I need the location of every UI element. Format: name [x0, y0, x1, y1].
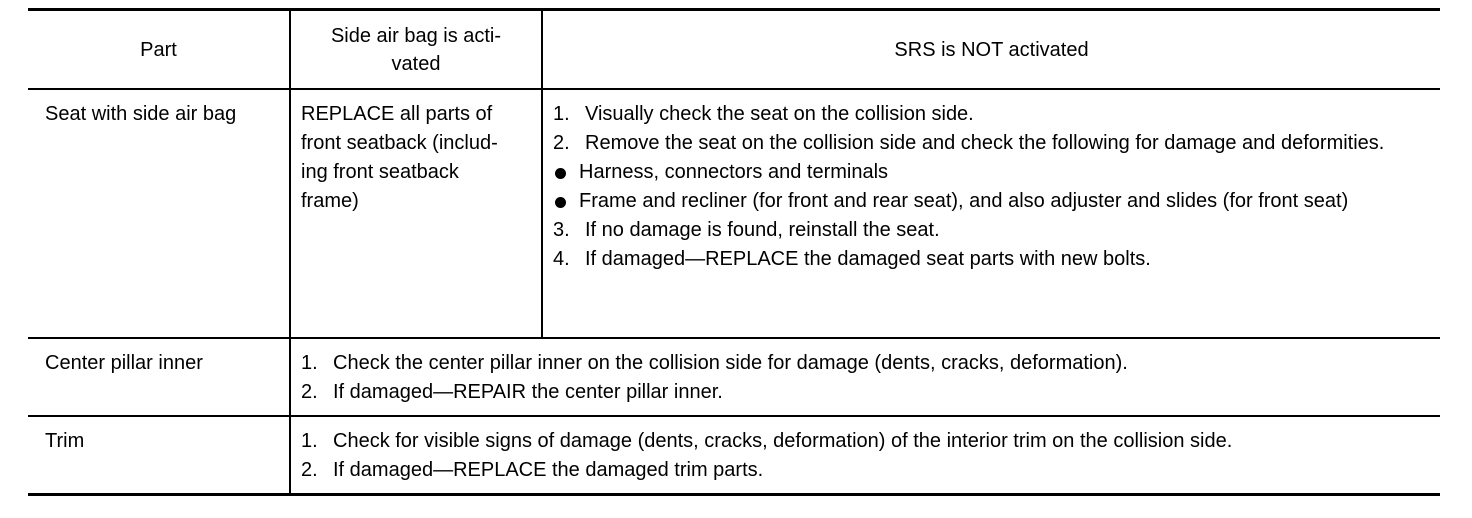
header-side-air-bag-line-1: Side air bag is acti- [330, 24, 502, 47]
table-header-row [28, 10, 1440, 90]
table-row [28, 89, 1440, 338]
cell-part: Seat with side air bag [28, 89, 290, 338]
cell-part: Center pillar inner [28, 338, 290, 416]
list-item: 4. If damaged—REPLACE the damaged seat parts with new bolts. [553, 248, 1151, 270]
cell-inspection-steps [290, 338, 1440, 416]
cell-srs-not-activated [542, 89, 1440, 338]
srs-inspection-table [28, 8, 1440, 496]
list-item: Frame and recliner (for front and rear seat), and also adjuster and slides (for front seat) [553, 187, 1430, 216]
list-item: 2. Remove the seat on the collision side and check the following for damage and deformities. [553, 132, 1385, 154]
cell-part: Trim [28, 416, 290, 495]
cell-inspection-steps [290, 416, 1440, 495]
header-side-air-bag-line-2: vated [391, 52, 441, 75]
header-side-air-bag-activated [290, 10, 542, 90]
list-item: Harness, connectors and terminals [553, 158, 1430, 187]
list-item: 1. Check the center pillar inner on the collision side for damage (dents, cracks, deformation). [301, 352, 1128, 374]
bullet-icon [553, 187, 579, 208]
bullet-icon [553, 158, 579, 179]
header-srs-not-activated: SRS is NOT activated [542, 10, 1440, 90]
list-item: 2. If damaged—REPAIR the center pillar inner. [301, 381, 723, 403]
header-part: Part [28, 10, 290, 90]
cell-side-air-bag-activated: REPLACE all parts of front seatback (includ- ing front seatback frame) [290, 89, 542, 338]
list-item: 2. If damaged—REPLACE the damaged trim parts. [301, 459, 764, 481]
list-item: 1. Visually check the seat on the collision side. [553, 103, 974, 125]
list-item: 1. Check for visible signs of damage (dents, cracks, deformation) of the interior trim on the collision side. [301, 430, 1233, 452]
table-row [28, 416, 1440, 495]
table-row [28, 338, 1440, 416]
list-item: 3. If no damage is found, reinstall the seat. [553, 219, 940, 241]
